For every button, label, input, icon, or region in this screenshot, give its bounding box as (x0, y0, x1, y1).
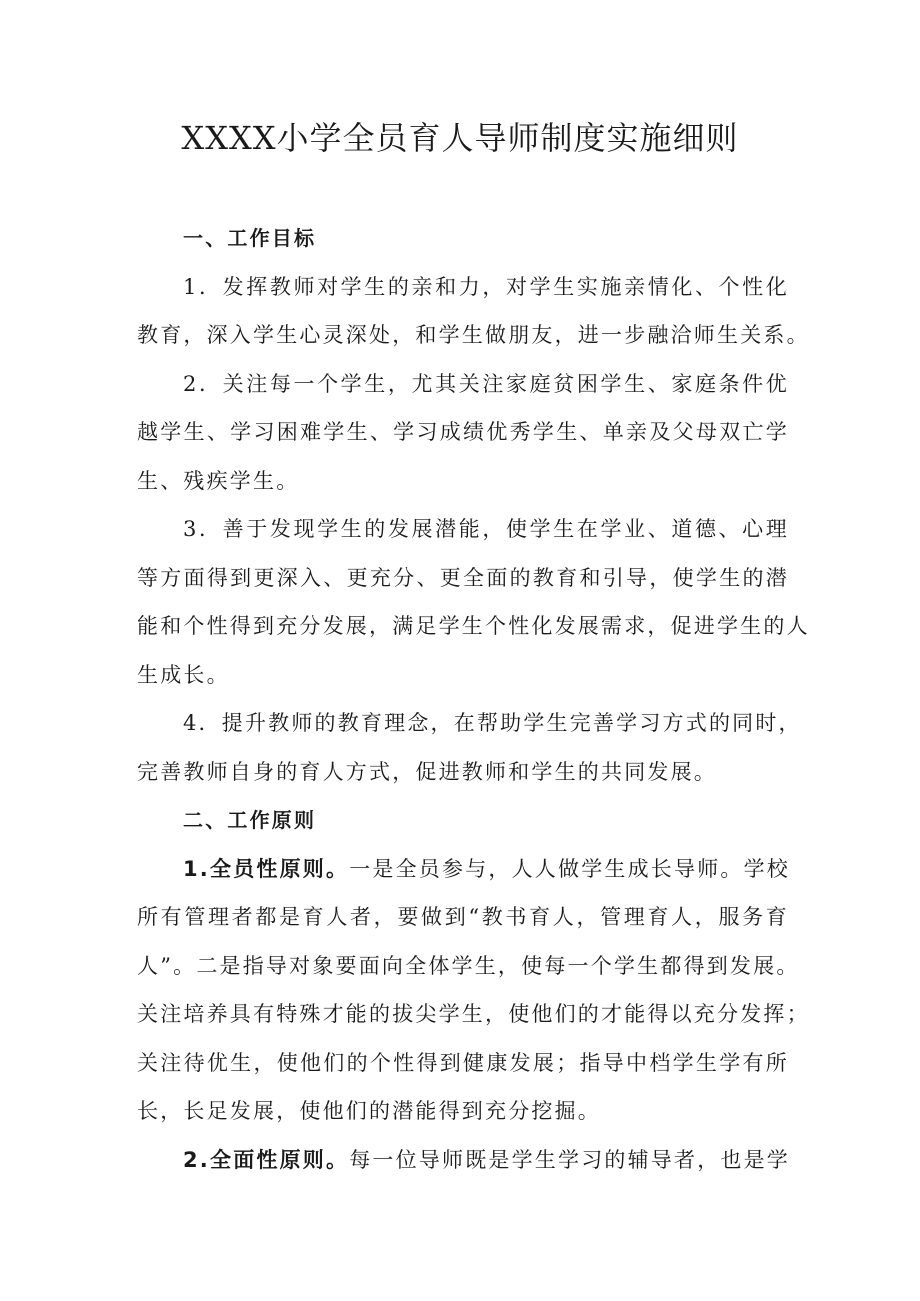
principle-term: 1.全员性原则。 (183, 856, 350, 881)
paragraph-line: 关注待优生，使他们的个性得到健康发展；指导中档学生学有所 (137, 1050, 789, 1075)
document-title: XXXX小学全员育人导师制度实施细则 (181, 119, 739, 157)
paragraph-line: 1．发挥教师对学生的亲和力，对学生实施亲情化、个性化 (183, 274, 789, 299)
paragraph-line: 人”。二是指导对象要面向全体学生，使每一个学生都得到发展。 (137, 953, 800, 978)
paragraph-line: 等方面得到更深入、更充分、更全面的教育和引导，使学生的潜 (137, 565, 789, 590)
paragraph-line: 长，长足发展，使他们的潜能得到充分挖掘。 (137, 1099, 601, 1123)
paragraph-line: 生、残疾学生。 (137, 468, 300, 493)
paragraph-text: 每一位导师既是学生学习的辅导者，也是学 (349, 1147, 791, 1172)
paragraph-line: 越学生、学习困难学生、学习成绩优秀学生、单亲及父母双亡学 (137, 420, 789, 444)
paragraph-line: 关注培养具有特殊才能的拔尖学生，使他们的才能得以充分发挥； (137, 1002, 810, 1026)
paragraph-line: 所有管理者都是育人者，要做到“教书育人，管理育人，服务育 (137, 905, 789, 929)
section-heading-principles: 二、工作原则 (183, 808, 317, 832)
paragraph-line: 生成长。 (137, 662, 230, 687)
paragraph-line: 能和个性得到充分发展，满足学生个性化发展需求，促进学生的人 (137, 614, 810, 638)
section-heading-goals: 一、工作目标 (183, 226, 317, 250)
paragraph-line (137, 1136, 789, 1185)
paragraph-text: 一是全员参与，人人做学生成长导师。学校 (349, 856, 791, 881)
paragraph-line: 2．关注每一个学生，尤其关注家庭贫困学生、家庭条件优 (183, 371, 789, 396)
paragraph-line: 3．善于发现学生的发展潜能，使学生在学业、道德、心理 (183, 517, 789, 541)
paragraph-line: 完善教师自身的育人方式，促进教师和学生的共同发展。 (137, 759, 717, 784)
paragraph-line: 教育，深入学生心灵深处，和学生做朋友，进一步融洽师生关系。 (137, 323, 810, 347)
principle-term: 2.全面性原则。 (183, 1147, 350, 1172)
paragraph-line (137, 845, 789, 894)
document-body (137, 214, 810, 1184)
paragraph-line: 4．提升教师的教育理念，在帮助学生完善学习方式的同时， (183, 711, 802, 735)
